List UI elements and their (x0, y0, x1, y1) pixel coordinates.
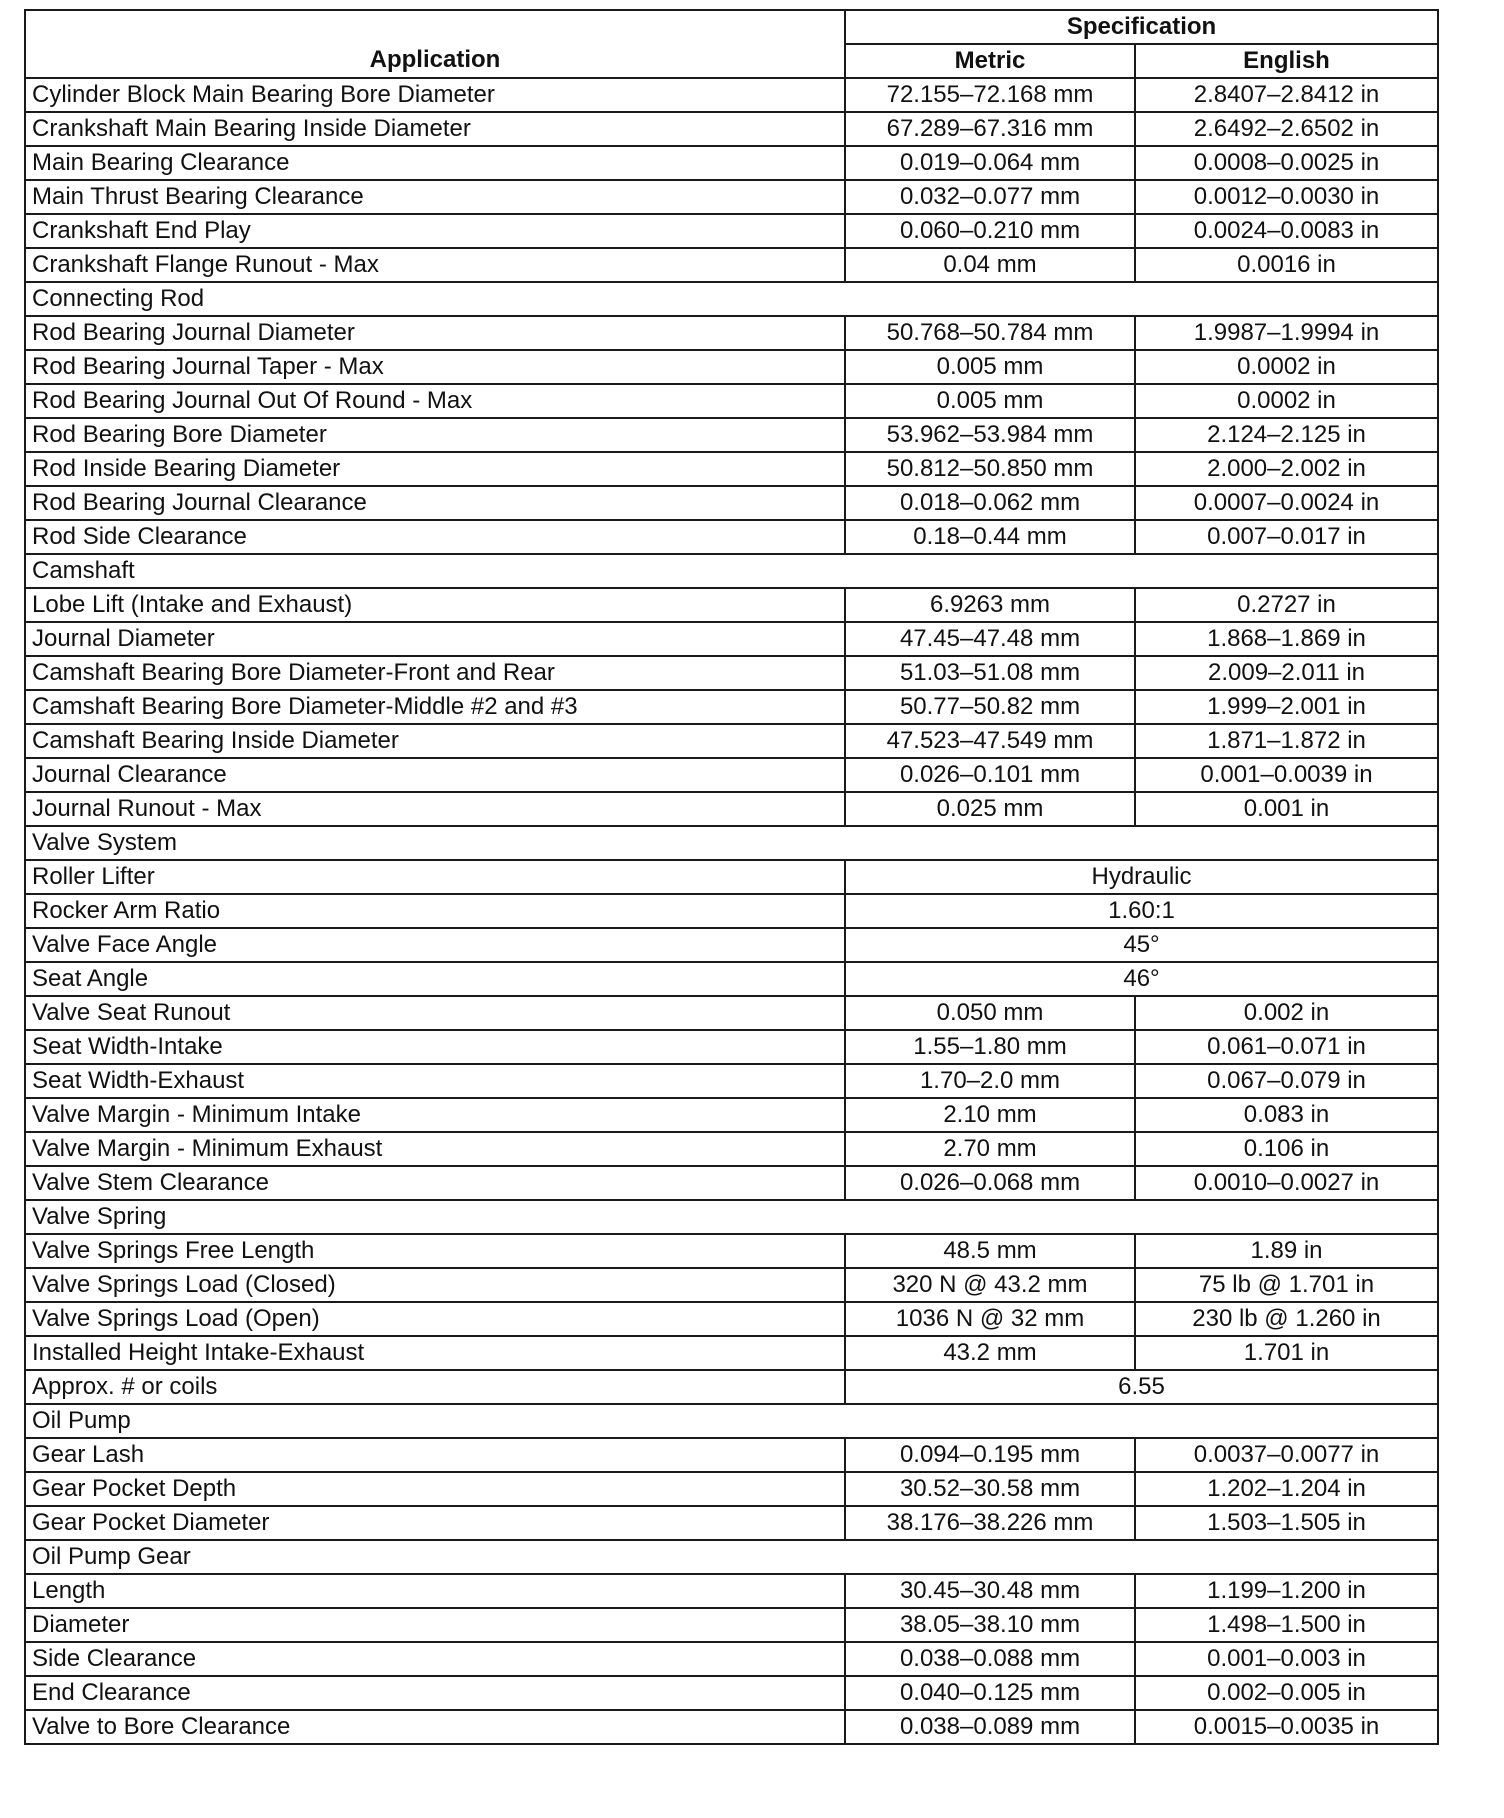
english-cell: 1.199–1.200 in (1135, 1574, 1438, 1608)
application-cell: Valve Face Angle (25, 928, 845, 962)
metric-cell: 0.025 mm (845, 792, 1135, 826)
application-cell: Rod Bearing Bore Diameter (25, 418, 845, 452)
header-metric: Metric (845, 44, 1135, 78)
table-row (25, 384, 1438, 418)
metric-cell: 0.005 mm (845, 384, 1135, 418)
table-row (25, 928, 1438, 962)
section-row (25, 1540, 1438, 1574)
table-row (25, 1064, 1438, 1098)
english-cell: 1.89 in (1135, 1234, 1438, 1268)
english-cell: 0.061–0.071 in (1135, 1030, 1438, 1064)
table-row (25, 520, 1438, 554)
english-cell: 0.0002 in (1135, 384, 1438, 418)
table-row (25, 180, 1438, 214)
section-row (25, 826, 1438, 860)
metric-cell: 53.962–53.984 mm (845, 418, 1135, 452)
table-row (25, 724, 1438, 758)
section-row (25, 554, 1438, 588)
english-cell: 1.871–1.872 in (1135, 724, 1438, 758)
specification-cell: 45° (845, 928, 1438, 962)
section-title: Valve System (25, 826, 1438, 860)
application-cell: End Clearance (25, 1676, 845, 1710)
application-cell: Valve Springs Load (Closed) (25, 1268, 845, 1302)
table-row (25, 1506, 1438, 1540)
specification-table (24, 9, 1439, 1745)
section-row (25, 282, 1438, 316)
header-row-1 (25, 10, 1438, 44)
table-row (25, 214, 1438, 248)
metric-cell: 0.005 mm (845, 350, 1135, 384)
metric-cell: 0.050 mm (845, 996, 1135, 1030)
application-cell: Rod Bearing Journal Out Of Round - Max (25, 384, 845, 418)
english-cell: 0.0024–0.0083 in (1135, 214, 1438, 248)
metric-cell: 47.523–47.549 mm (845, 724, 1135, 758)
metric-cell: 0.038–0.088 mm (845, 1642, 1135, 1676)
application-cell: Journal Diameter (25, 622, 845, 656)
english-cell: 0.2727 in (1135, 588, 1438, 622)
application-cell: Valve to Bore Clearance (25, 1710, 845, 1744)
table-row (25, 996, 1438, 1030)
section-title: Camshaft (25, 554, 1438, 588)
english-cell: 75 lb @ 1.701 in (1135, 1268, 1438, 1302)
metric-cell: 2.70 mm (845, 1132, 1135, 1166)
application-cell: Seat Angle (25, 962, 845, 996)
metric-cell: 1036 N @ 32 mm (845, 1302, 1135, 1336)
metric-cell: 50.812–50.850 mm (845, 452, 1135, 486)
english-cell: 0.0007–0.0024 in (1135, 486, 1438, 520)
english-cell: 1.202–1.204 in (1135, 1472, 1438, 1506)
application-cell: Rod Bearing Journal Taper - Max (25, 350, 845, 384)
english-cell: 1.9987–1.9994 in (1135, 316, 1438, 350)
application-cell: Valve Seat Runout (25, 996, 845, 1030)
table-row (25, 146, 1438, 180)
english-cell: 0.0010–0.0027 in (1135, 1166, 1438, 1200)
table-row (25, 1608, 1438, 1642)
table-row (25, 792, 1438, 826)
section-row (25, 1200, 1438, 1234)
table-row (25, 1302, 1438, 1336)
english-cell: 1.701 in (1135, 1336, 1438, 1370)
metric-cell: 47.45–47.48 mm (845, 622, 1135, 656)
application-cell: Journal Clearance (25, 758, 845, 792)
table-row (25, 1676, 1438, 1710)
english-cell: 0.0015–0.0035 in (1135, 1710, 1438, 1744)
english-cell: 230 lb @ 1.260 in (1135, 1302, 1438, 1336)
table-row (25, 1030, 1438, 1064)
table-row (25, 1574, 1438, 1608)
table-row (25, 78, 1438, 112)
table-row (25, 486, 1438, 520)
english-cell: 0.0037–0.0077 in (1135, 1438, 1438, 1472)
english-cell: 1.498–1.500 in (1135, 1608, 1438, 1642)
table-row (25, 1132, 1438, 1166)
english-cell: 0.007–0.017 in (1135, 520, 1438, 554)
application-cell: Seat Width-Intake (25, 1030, 845, 1064)
metric-cell: 320 N @ 43.2 mm (845, 1268, 1135, 1302)
english-cell: 2.124–2.125 in (1135, 418, 1438, 452)
metric-cell: 50.77–50.82 mm (845, 690, 1135, 724)
header-specification: Specification (845, 10, 1438, 44)
application-cell: Roller Lifter (25, 860, 845, 894)
section-row (25, 1404, 1438, 1438)
specification-cell: 6.55 (845, 1370, 1438, 1404)
english-cell: 1.999–2.001 in (1135, 690, 1438, 724)
english-cell: 0.002 in (1135, 996, 1438, 1030)
application-cell: Installed Height Intake-Exhaust (25, 1336, 845, 1370)
application-cell: Rod Bearing Journal Clearance (25, 486, 845, 520)
application-cell: Gear Pocket Depth (25, 1472, 845, 1506)
table-row (25, 316, 1438, 350)
application-cell: Camshaft Bearing Bore Diameter-Middle #2 and #3 (25, 690, 845, 724)
application-cell: Camshaft Bearing Inside Diameter (25, 724, 845, 758)
application-cell: Rod Bearing Journal Diameter (25, 316, 845, 350)
section-title: Oil Pump (25, 1404, 1438, 1438)
metric-cell: 6.9263 mm (845, 588, 1135, 622)
header-application: Application (25, 10, 845, 78)
application-cell: Valve Springs Free Length (25, 1234, 845, 1268)
metric-cell: 2.10 mm (845, 1098, 1135, 1132)
english-cell: 1.503–1.505 in (1135, 1506, 1438, 1540)
specification-cell: 46° (845, 962, 1438, 996)
english-cell: 0.0008–0.0025 in (1135, 146, 1438, 180)
table-row (25, 1710, 1438, 1744)
table-row (25, 962, 1438, 996)
application-cell: Rocker Arm Ratio (25, 894, 845, 928)
table-row (25, 1370, 1438, 1404)
metric-cell: 30.52–30.58 mm (845, 1472, 1135, 1506)
metric-cell: 0.094–0.195 mm (845, 1438, 1135, 1472)
section-title: Connecting Rod (25, 282, 1438, 316)
metric-cell: 0.032–0.077 mm (845, 180, 1135, 214)
english-cell: 0.106 in (1135, 1132, 1438, 1166)
table-row (25, 112, 1438, 146)
table-row (25, 1234, 1438, 1268)
english-cell: 0.0002 in (1135, 350, 1438, 384)
table-row (25, 622, 1438, 656)
application-cell: Crankshaft End Play (25, 214, 845, 248)
application-cell: Journal Runout - Max (25, 792, 845, 826)
english-cell: 0.001–0.0039 in (1135, 758, 1438, 792)
application-cell: Valve Margin - Minimum Exhaust (25, 1132, 845, 1166)
metric-cell: 0.18–0.44 mm (845, 520, 1135, 554)
application-cell: Approx. # or coils (25, 1370, 845, 1404)
application-cell: Crankshaft Flange Runout - Max (25, 248, 845, 282)
application-cell: Seat Width-Exhaust (25, 1064, 845, 1098)
application-cell: Side Clearance (25, 1642, 845, 1676)
table-body (25, 78, 1438, 1744)
metric-cell: 38.176–38.226 mm (845, 1506, 1135, 1540)
application-cell: Valve Margin - Minimum Intake (25, 1098, 845, 1132)
table-row (25, 350, 1438, 384)
english-cell: 0.002–0.005 in (1135, 1676, 1438, 1710)
table-row (25, 894, 1438, 928)
application-cell: Main Bearing Clearance (25, 146, 845, 180)
application-cell: Lobe Lift (Intake and Exhaust) (25, 588, 845, 622)
english-cell: 2.8407–2.8412 in (1135, 78, 1438, 112)
metric-cell: 38.05–38.10 mm (845, 1608, 1135, 1642)
table-row (25, 1642, 1438, 1676)
english-cell: 2.000–2.002 in (1135, 452, 1438, 486)
application-cell: Main Thrust Bearing Clearance (25, 180, 845, 214)
table-row (25, 418, 1438, 452)
application-cell: Diameter (25, 1608, 845, 1642)
specification-cell: 1.60:1 (845, 894, 1438, 928)
application-cell: Valve Springs Load (Open) (25, 1302, 845, 1336)
metric-cell: 0.019–0.064 mm (845, 146, 1135, 180)
table-row (25, 1438, 1438, 1472)
header-english: English (1135, 44, 1438, 78)
table-row (25, 1472, 1438, 1506)
table-row (25, 1336, 1438, 1370)
table-row (25, 758, 1438, 792)
metric-cell: 48.5 mm (845, 1234, 1135, 1268)
application-cell: Rod Side Clearance (25, 520, 845, 554)
metric-cell: 0.038–0.089 mm (845, 1710, 1135, 1744)
table-row (25, 1098, 1438, 1132)
application-cell: Camshaft Bearing Bore Diameter-Front and Rear (25, 656, 845, 690)
table-row (25, 1166, 1438, 1200)
english-cell: 0.0012–0.0030 in (1135, 180, 1438, 214)
metric-cell: 0.040–0.125 mm (845, 1676, 1135, 1710)
application-cell: Gear Pocket Diameter (25, 1506, 845, 1540)
table-row (25, 656, 1438, 690)
metric-cell: 1.70–2.0 mm (845, 1064, 1135, 1098)
table-row (25, 248, 1438, 282)
metric-cell: 0.026–0.101 mm (845, 758, 1135, 792)
application-cell: Length (25, 1574, 845, 1608)
metric-cell: 50.768–50.784 mm (845, 316, 1135, 350)
table-row (25, 452, 1438, 486)
specification-cell: Hydraulic (845, 860, 1438, 894)
table-row (25, 860, 1438, 894)
metric-cell: 1.55–1.80 mm (845, 1030, 1135, 1064)
application-cell: Rod Inside Bearing Diameter (25, 452, 845, 486)
english-cell: 2.009–2.011 in (1135, 656, 1438, 690)
section-title: Valve Spring (25, 1200, 1438, 1234)
metric-cell: 0.026–0.068 mm (845, 1166, 1135, 1200)
metric-cell: 67.289–67.316 mm (845, 112, 1135, 146)
metric-cell: 72.155–72.168 mm (845, 78, 1135, 112)
table-row (25, 690, 1438, 724)
english-cell: 0.067–0.079 in (1135, 1064, 1438, 1098)
english-cell: 2.6492–2.6502 in (1135, 112, 1438, 146)
english-cell: 0.001–0.003 in (1135, 1642, 1438, 1676)
english-cell: 0.0016 in (1135, 248, 1438, 282)
english-cell: 0.083 in (1135, 1098, 1438, 1132)
metric-cell: 0.04 mm (845, 248, 1135, 282)
application-cell: Gear Lash (25, 1438, 845, 1472)
table-header (25, 10, 1438, 78)
metric-cell: 30.45–30.48 mm (845, 1574, 1135, 1608)
application-cell: Crankshaft Main Bearing Inside Diameter (25, 112, 845, 146)
metric-cell: 43.2 mm (845, 1336, 1135, 1370)
metric-cell: 0.060–0.210 mm (845, 214, 1135, 248)
table-row (25, 588, 1438, 622)
table-row (25, 1268, 1438, 1302)
metric-cell: 0.018–0.062 mm (845, 486, 1135, 520)
metric-cell: 51.03–51.08 mm (845, 656, 1135, 690)
application-cell: Valve Stem Clearance (25, 1166, 845, 1200)
english-cell: 0.001 in (1135, 792, 1438, 826)
english-cell: 1.868–1.869 in (1135, 622, 1438, 656)
section-title: Oil Pump Gear (25, 1540, 1438, 1574)
application-cell: Cylinder Block Main Bearing Bore Diameter (25, 78, 845, 112)
